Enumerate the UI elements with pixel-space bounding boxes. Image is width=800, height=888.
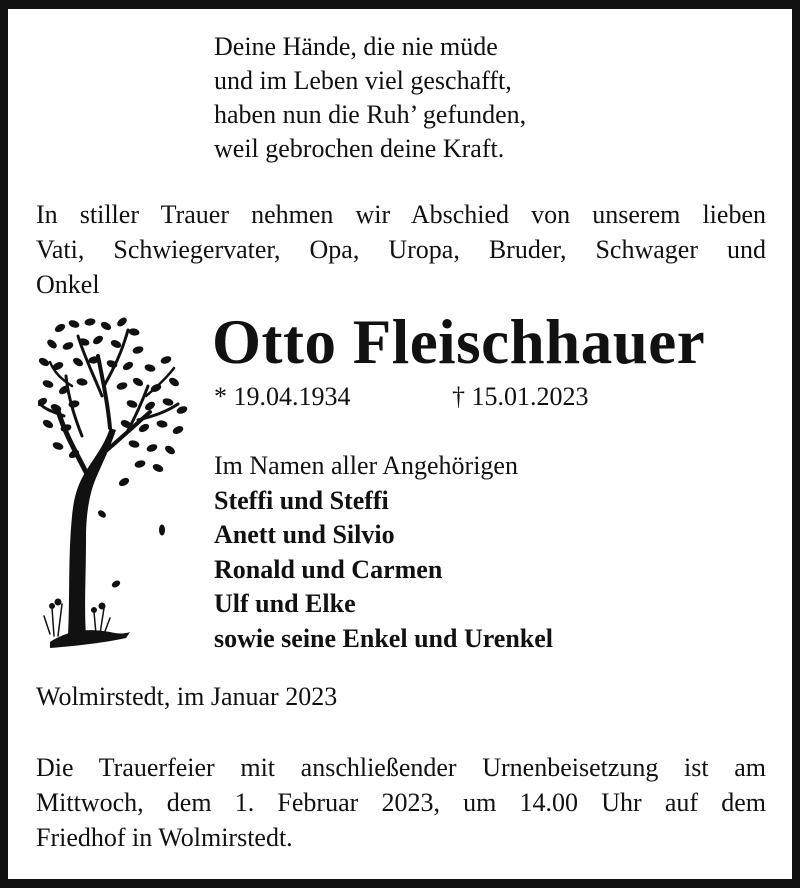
notice-line: Mittwoch, dem 1. Februar 2023, um 14.00 Uhr auf dem: [36, 788, 766, 817]
family-member: sowie seine Enkel und Urenkel: [214, 623, 554, 653]
intro-line: Onkel: [36, 270, 100, 299]
poem-line: weil gebrochen deine Kraft.: [214, 134, 505, 163]
poem-line: haben nun die Ruh’ gefunden,: [214, 100, 527, 129]
family-member: Ulf und Elke: [214, 589, 356, 618]
notice-line: Friedhof in Wolmirstedt.: [36, 823, 293, 852]
place-date: Wolmirstedt, im Januar 2023: [36, 682, 338, 711]
intro-text: [36, 197, 766, 302]
deceased-name: Otto Fleischhauer: [212, 307, 706, 377]
poem-line: und im Leben viel geschafft,: [214, 66, 512, 95]
family-member: Anett und Silvio: [214, 520, 395, 549]
family-list: [214, 449, 553, 656]
death-date: † 15.01.2023: [452, 382, 589, 411]
intro-line: Vati, Schwiegervater, Opa, Uropa, Bruder, Schwager und: [36, 235, 766, 264]
notice-line: Die Trauerfeier mit anschließender Urnenbeisetzung ist am: [36, 753, 766, 782]
poem-line: Deine Hände, die nie müde: [214, 32, 498, 61]
family-member: Steffi und Steffi: [214, 485, 389, 515]
family-heading: Im Namen aller Angehörigen: [214, 451, 518, 480]
poem: [214, 30, 526, 166]
funeral-notice: [36, 750, 766, 855]
intro-line: In stiller Trauer nehmen wir Abschied von unserem lieben: [36, 200, 766, 229]
family-member: Ronald und Carmen: [214, 554, 443, 584]
birth-date: * 19.04.1934: [214, 382, 351, 411]
tree-silhouette-icon: [38, 316, 188, 656]
